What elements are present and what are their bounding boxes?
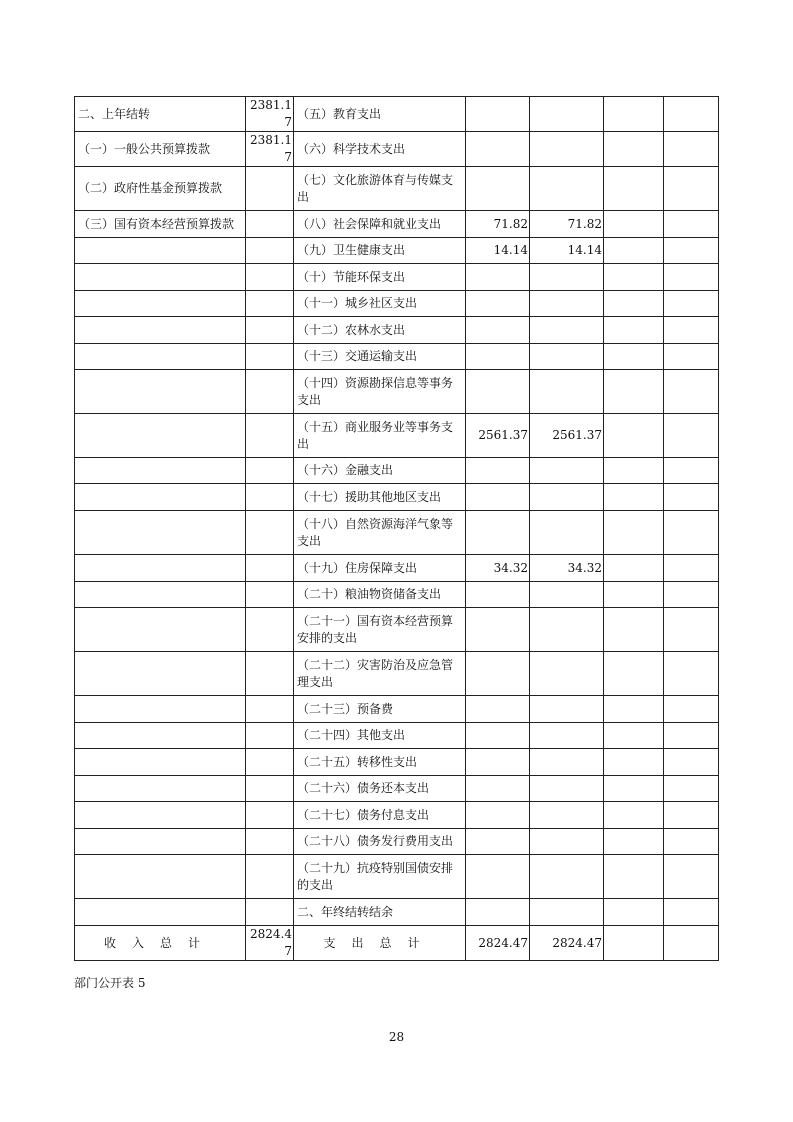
expense-item-label: （二十八）债务发行费用支出 — [294, 829, 466, 855]
expense-value: 71.82 — [530, 211, 604, 238]
table-row — [75, 802, 719, 829]
table-row — [75, 344, 719, 370]
expense-value — [664, 696, 719, 723]
expense-item-label: （十一）城乡社区支出 — [294, 291, 466, 317]
table-row — [75, 317, 719, 344]
income-item-value — [246, 555, 294, 582]
income-item-value — [246, 899, 294, 926]
expense-value — [466, 652, 530, 696]
expense-item-label: （二十六）债务还本支出 — [294, 776, 466, 802]
expense-value — [604, 582, 664, 608]
expense-value — [466, 484, 530, 511]
expense-value — [466, 723, 530, 749]
income-item-value — [246, 829, 294, 855]
expense-total-label: 支出总计 — [294, 926, 466, 961]
expense-value — [466, 511, 530, 555]
expense-value: 34.32 — [530, 555, 604, 582]
income-item-value — [246, 696, 294, 723]
expense-value — [466, 749, 530, 776]
income-item-value: 2381.17 — [246, 132, 294, 167]
table-row — [75, 652, 719, 696]
expense-value — [664, 608, 719, 652]
income-item-value — [246, 264, 294, 291]
expense-value — [466, 829, 530, 855]
expense-value: 2561.37 — [530, 414, 604, 458]
budget-table — [74, 96, 719, 961]
expense-value — [664, 291, 719, 317]
table-row — [75, 723, 719, 749]
income-item-label — [75, 511, 246, 555]
expense-item-label: （二十一）国有资本经营预算安排的支出 — [294, 608, 466, 652]
table-row — [75, 484, 719, 511]
expense-value — [604, 317, 664, 344]
expense-value — [664, 317, 719, 344]
expense-value — [664, 555, 719, 582]
expense-value — [604, 511, 664, 555]
expense-item-label: （九）卫生健康支出 — [294, 238, 466, 264]
expense-value — [604, 458, 664, 484]
expense-value — [664, 132, 719, 167]
table-row — [75, 291, 719, 317]
expense-item-label: 二、年终结转结余 — [294, 899, 466, 926]
income-item-value — [246, 370, 294, 414]
expense-item-label: （十七）援助其他地区支出 — [294, 484, 466, 511]
expense-value — [664, 414, 719, 458]
expense-item-label: （二十七）债务付息支出 — [294, 802, 466, 829]
expense-item-label: （十三）交通运输支出 — [294, 344, 466, 370]
expense-value — [604, 167, 664, 211]
income-item-value — [246, 211, 294, 238]
income-item-label: （二）政府性基金预算拨款 — [75, 167, 246, 211]
expense-value — [664, 238, 719, 264]
table-row — [75, 776, 719, 802]
income-item-label — [75, 829, 246, 855]
expense-value — [530, 511, 604, 555]
expense-value — [664, 899, 719, 926]
income-item-value — [246, 511, 294, 555]
table-row — [75, 749, 719, 776]
expense-value — [604, 370, 664, 414]
expense-value — [466, 582, 530, 608]
income-item-value — [246, 167, 294, 211]
expense-item-label: （二十九）抗疫特别国债安排的支出 — [294, 855, 466, 899]
expense-item-label: （二十五）转移性支出 — [294, 749, 466, 776]
expense-value — [466, 370, 530, 414]
expense-value — [604, 97, 664, 132]
expense-value: 2561.37 — [466, 414, 530, 458]
expense-value — [604, 652, 664, 696]
expense-item-label: （十二）农林水支出 — [294, 317, 466, 344]
expense-value — [466, 608, 530, 652]
expense-value — [664, 344, 719, 370]
expense-item-label: （七）文化旅游体育与传媒支出 — [294, 167, 466, 211]
expense-value — [664, 582, 719, 608]
expense-item-label: （十四）资源勘探信息等事务支出 — [294, 370, 466, 414]
expense-value — [664, 97, 719, 132]
expense-value — [604, 749, 664, 776]
income-item-value: 2381.17 — [246, 97, 294, 132]
table-row — [75, 238, 719, 264]
expense-value — [530, 723, 604, 749]
expense-value — [604, 776, 664, 802]
table-row — [75, 696, 719, 723]
expense-value — [530, 749, 604, 776]
expense-value — [530, 264, 604, 291]
expense-value: 71.82 — [466, 211, 530, 238]
expense-item-label: （五）教育支出 — [294, 97, 466, 132]
expense-value — [530, 132, 604, 167]
income-item-value — [246, 723, 294, 749]
expense-value — [664, 829, 719, 855]
table-caption: 部门公开表 5 — [74, 976, 146, 990]
expense-value — [664, 370, 719, 414]
expense-value — [466, 458, 530, 484]
expense-value — [664, 211, 719, 238]
expense-value — [530, 370, 604, 414]
expense-total-value — [664, 926, 719, 961]
income-item-label — [75, 370, 246, 414]
income-item-label — [75, 238, 246, 264]
table-row — [75, 458, 719, 484]
income-item-label — [75, 344, 246, 370]
expense-value — [664, 776, 719, 802]
expense-value — [664, 484, 719, 511]
income-item-label — [75, 749, 246, 776]
expense-value — [466, 317, 530, 344]
expense-item-label: （二十三）预备费 — [294, 696, 466, 723]
expense-value — [604, 555, 664, 582]
income-total-label: 收入总计 — [75, 926, 246, 961]
expense-value — [530, 696, 604, 723]
expense-value — [466, 802, 530, 829]
expense-item-label: （十九）住房保障支出 — [294, 555, 466, 582]
expense-value — [664, 511, 719, 555]
income-item-label — [75, 899, 246, 926]
income-item-value — [246, 317, 294, 344]
expense-value — [530, 291, 604, 317]
expense-value — [604, 829, 664, 855]
expense-total-value: 2824.47 — [530, 926, 604, 961]
income-item-label — [75, 802, 246, 829]
expense-value — [604, 238, 664, 264]
income-item-label — [75, 608, 246, 652]
expense-item-label: （六）科学技术支出 — [294, 132, 466, 167]
income-item-label: （一）一般公共预算拨款 — [75, 132, 246, 167]
expense-value — [466, 167, 530, 211]
table-row — [75, 555, 719, 582]
expense-value — [604, 723, 664, 749]
table-row — [75, 829, 719, 855]
expense-value — [466, 264, 530, 291]
income-item-label — [75, 582, 246, 608]
expense-value — [604, 696, 664, 723]
table-body — [75, 97, 719, 926]
income-item-value — [246, 749, 294, 776]
expense-item-label: （二十四）其他支出 — [294, 723, 466, 749]
income-item-label: 二、上年结转 — [75, 97, 246, 132]
expense-value — [604, 344, 664, 370]
expense-value — [466, 696, 530, 723]
income-item-label — [75, 414, 246, 458]
expense-value — [604, 211, 664, 238]
income-item-label — [75, 723, 246, 749]
income-item-label — [75, 317, 246, 344]
expense-value: 14.14 — [530, 238, 604, 264]
income-item-value — [246, 802, 294, 829]
income-item-value — [246, 484, 294, 511]
table-row — [75, 167, 719, 211]
expense-value — [664, 264, 719, 291]
expense-value — [604, 855, 664, 899]
income-item-label: （三）国有资本经营预算拨款 — [75, 211, 246, 238]
expense-value: 14.14 — [466, 238, 530, 264]
table-row — [75, 264, 719, 291]
expense-value — [530, 802, 604, 829]
expense-item-label: （十）节能环保支出 — [294, 264, 466, 291]
expense-value — [466, 776, 530, 802]
table-row — [75, 97, 719, 132]
expense-total-value: 2824.47 — [466, 926, 530, 961]
expense-value — [664, 652, 719, 696]
income-item-value — [246, 582, 294, 608]
expense-value — [530, 167, 604, 211]
expense-value — [530, 344, 604, 370]
income-item-value — [246, 608, 294, 652]
table-row — [75, 855, 719, 899]
expense-value — [530, 317, 604, 344]
expense-item-label: （十五）商业服务业等事务支出 — [294, 414, 466, 458]
income-item-label — [75, 458, 246, 484]
expense-value — [530, 458, 604, 484]
table-row — [75, 211, 719, 238]
expense-value — [664, 749, 719, 776]
expense-value — [530, 97, 604, 132]
expense-item-label: （十八）自然资源海洋气象等支出 — [294, 511, 466, 555]
income-item-value — [246, 776, 294, 802]
income-item-value — [246, 652, 294, 696]
expense-value — [530, 776, 604, 802]
income-item-label — [75, 696, 246, 723]
expense-item-label: （二十二）灾害防治及应急管理支出 — [294, 652, 466, 696]
expense-value — [530, 829, 604, 855]
expense-value — [604, 291, 664, 317]
expense-value — [604, 802, 664, 829]
income-item-value — [246, 238, 294, 264]
expense-value — [530, 582, 604, 608]
income-item-value — [246, 458, 294, 484]
expense-value — [604, 132, 664, 167]
expense-value — [664, 802, 719, 829]
income-item-value — [246, 291, 294, 317]
expense-value — [664, 458, 719, 484]
totals-row — [75, 926, 719, 961]
expense-item-label: （八）社会保障和就业支出 — [294, 211, 466, 238]
expense-value — [664, 723, 719, 749]
expense-value — [466, 97, 530, 132]
expense-value — [530, 652, 604, 696]
income-item-label — [75, 484, 246, 511]
income-item-label — [75, 776, 246, 802]
expense-value — [466, 855, 530, 899]
income-item-value — [246, 414, 294, 458]
table-row — [75, 899, 719, 926]
expense-value: 34.32 — [466, 555, 530, 582]
expense-value — [466, 899, 530, 926]
expense-value — [604, 484, 664, 511]
expense-item-label: （十六）金融支出 — [294, 458, 466, 484]
table-row — [75, 414, 719, 458]
expense-value — [530, 899, 604, 926]
income-item-label — [75, 291, 246, 317]
expense-value — [466, 132, 530, 167]
expense-value — [664, 167, 719, 211]
income-item-label — [75, 652, 246, 696]
expense-value — [604, 899, 664, 926]
table-row — [75, 132, 719, 167]
table-row — [75, 608, 719, 652]
expense-value — [664, 855, 719, 899]
income-total-value: 2824.47 — [246, 926, 294, 961]
income-item-label — [75, 855, 246, 899]
expense-total-value — [604, 926, 664, 961]
expense-item-label: （二十）粮油物资储备支出 — [294, 582, 466, 608]
page-number: 28 — [388, 1030, 405, 1044]
table-row — [75, 511, 719, 555]
income-item-label — [75, 555, 246, 582]
income-item-value — [246, 855, 294, 899]
expense-value — [604, 414, 664, 458]
income-item-label — [75, 264, 246, 291]
income-item-value — [246, 344, 294, 370]
expense-value — [466, 291, 530, 317]
expense-value — [604, 264, 664, 291]
expense-value — [530, 855, 604, 899]
expense-value — [466, 344, 530, 370]
expense-value — [530, 484, 604, 511]
table-row — [75, 370, 719, 414]
expense-value — [604, 608, 664, 652]
table-row — [75, 582, 719, 608]
expense-value — [530, 608, 604, 652]
